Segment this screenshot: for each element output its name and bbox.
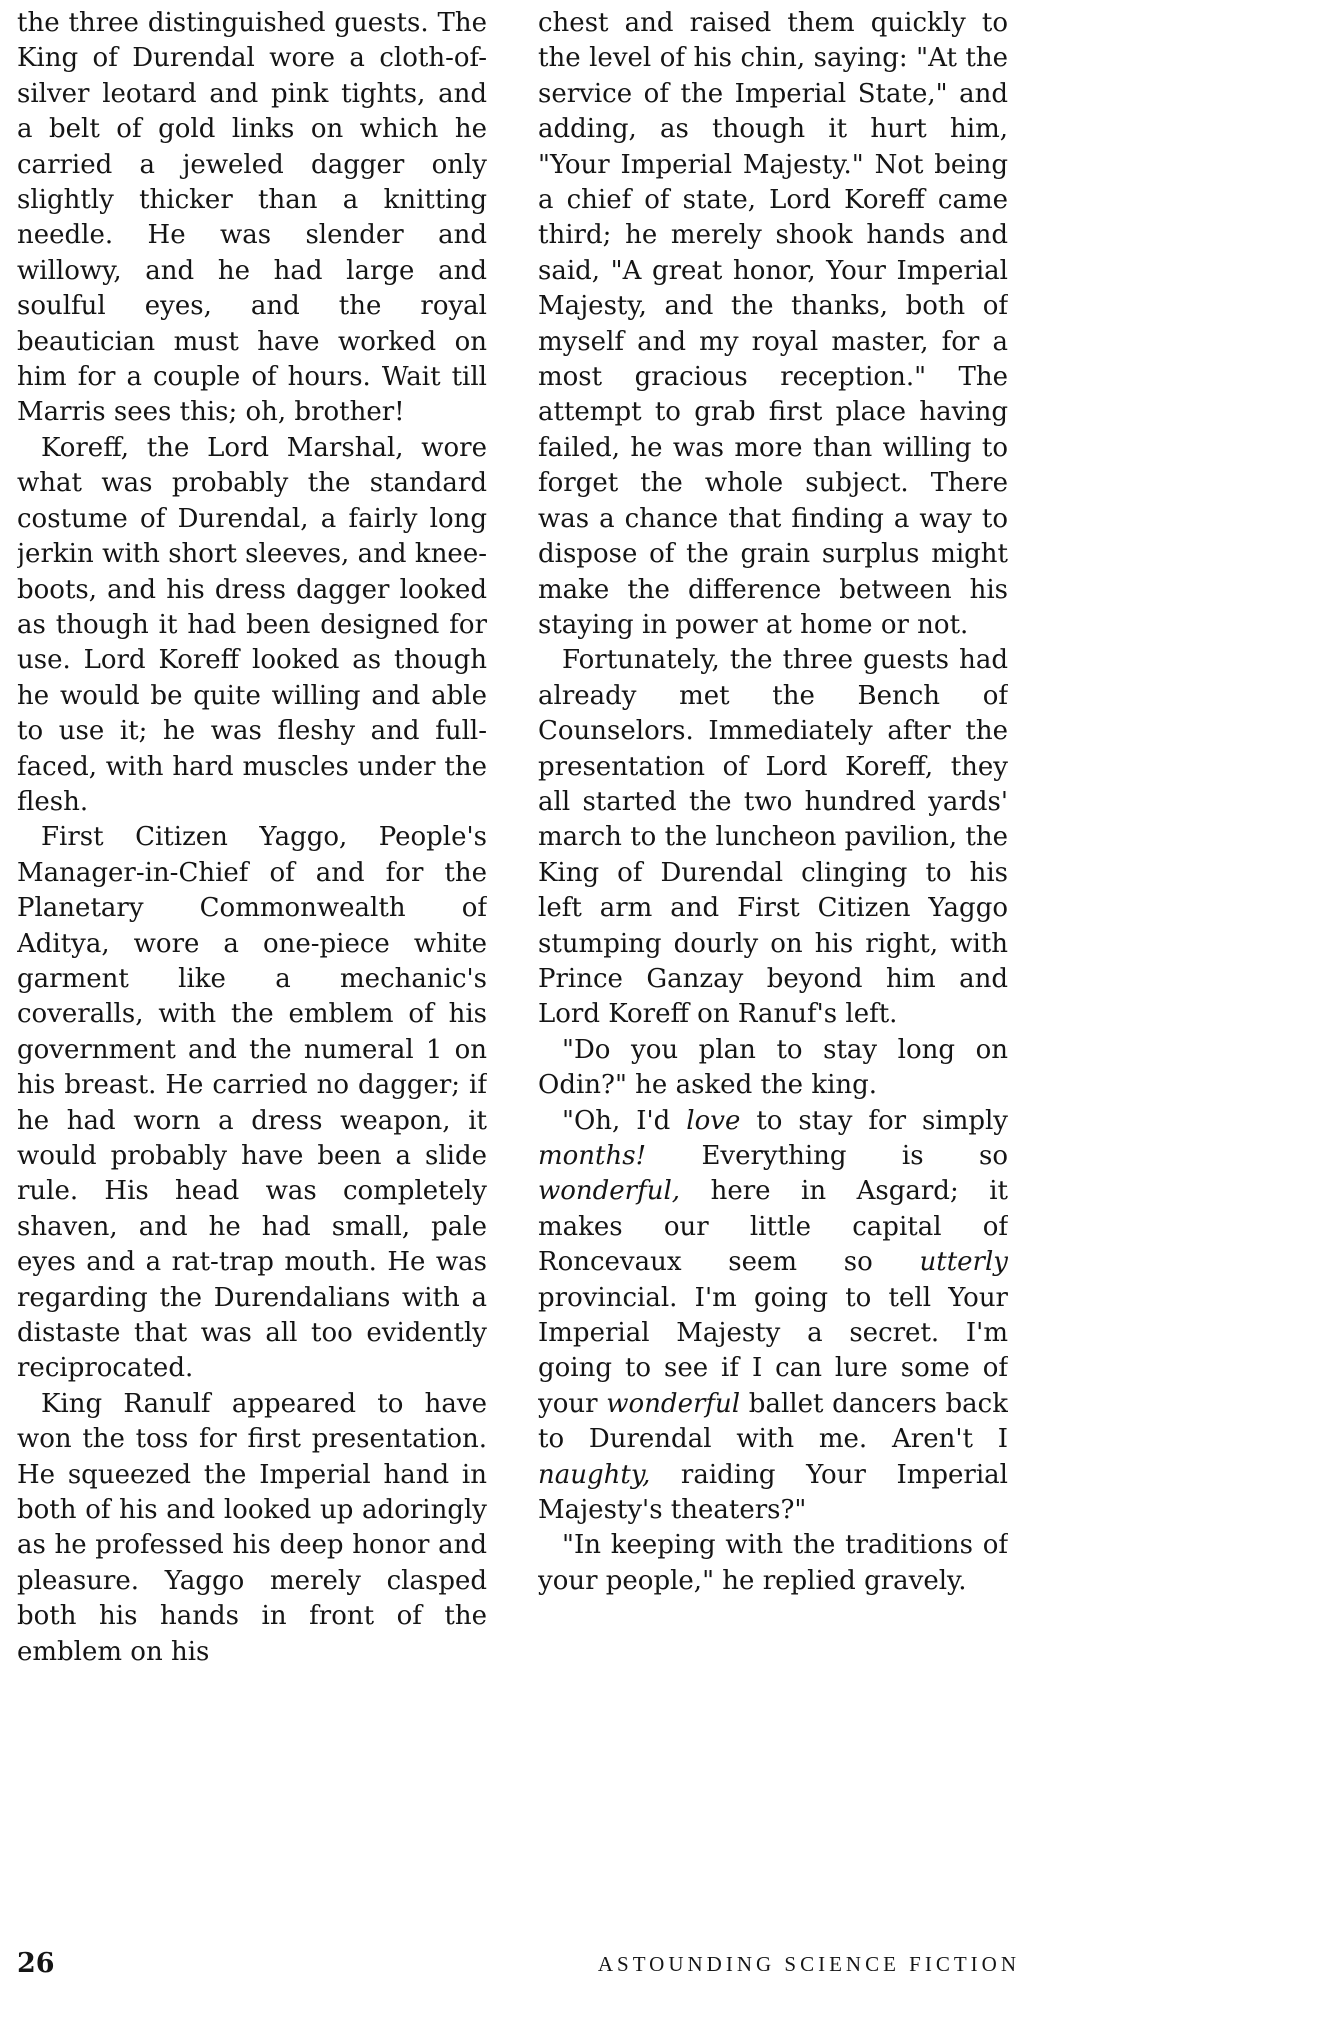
right-column	[538, 6, 1008, 1946]
paragraph: "In keeping with the traditions of your people," he replied gravely.	[538, 1530, 1008, 1596]
text-span: here in Asgard; it makes our little capital of Roncevaux seem so	[538, 1176, 1008, 1278]
left-column	[17, 6, 487, 1946]
emphasis-text: love	[686, 1105, 741, 1136]
paragraph: chest and raised them quickly to the level of his chin, saying: "At the service of the Imperial State," and adding, as though it hurt him, "Your Imperial Majesty." Not being a chief of state, Lord Koreff came third; he merely shook hands and said, "A great honor, Your Imperial Majesty, and the thanks, both of myself and my royal master, for a most gracious reception." The attempt to grab first place having failed, he was more than willing to forget the whole subject. There was a chance that finding a way to dispose of the grain surplus might make the difference between his staying in power at home or not.	[538, 8, 1008, 640]
paragraph: "Do you plan to stay long on Odin?" he asked the king.	[538, 1034, 1008, 1101]
paragraph: Koreff, the Lord Marshal, wore what was probably the standard costume of Durendal, a fairly long jerkin with short sleeves, and knee-boots, and his dress dagger looked as though it had been designed for use. Lord Koreff looked as though he would be quite willing and able to use it; he was fleshy and full-faced, with hard muscles under the flesh.	[17, 432, 487, 817]
text-span: "Oh, I'd	[562, 1105, 687, 1136]
text-span: Everything is so	[646, 1141, 1008, 1171]
text-span: provincial. I'm going to tell Your Imperial Majesty a secret. I'm going to see if I can lure some of your	[538, 1282, 1008, 1419]
emphasis-text: wonderful	[606, 1388, 741, 1419]
paragraph	[538, 1104, 1008, 1529]
page-footer	[17, 1948, 1020, 1988]
text-span: ballet dancers back to Durendal with me. Aren't I	[538, 1388, 1008, 1455]
paragraph: the three distinguished guests. The King of Durendal wore a cloth-of-silver leotard and pink tights, and a belt of gold links on which he carried a jeweled dagger only slightly thicker than a knitting needle. He was slender and willowy, and he had large and soulful eyes, and the royal beautician must have worked on him for a couple of hours. Wait till Marris sees this; oh, brother!	[17, 8, 487, 428]
page-number: 26	[17, 1948, 55, 1979]
magazine-title: ASTOUNDING SCIENCE FICTION	[597, 1952, 1020, 1976]
emphasis-text: wonderful,	[538, 1176, 681, 1207]
emphasis-text: months!	[538, 1141, 647, 1171]
text-span: raiding Your Imperial Majesty's theaters?"	[538, 1459, 1008, 1526]
paragraph: King Ranulf appeared to have won the toss for first presentation. He squeezed the Imperial hand in both of his and looked up adoringly as he professed his deep honor and pleasure. Yaggo merely clasped both his hands in front of the emblem on his	[17, 1388, 487, 1667]
text-span: to stay for simply	[740, 1105, 1008, 1136]
emphasis-text: utterly	[919, 1247, 1008, 1278]
paragraph: Fortunately, the three guests had already met the Bench of Counselors. Immediately after the presentation of Lord Koreff, they all started the two hundred yards' march to the luncheon pavilion, the King of Durendal clinging to his left arm and First Citizen Yaggo stumping dourly on his right, with Prince Ganzay beyond him and Lord Koreff on Ranuf's left.	[538, 645, 1008, 1030]
emphasis-text: naughty,	[538, 1459, 651, 1490]
paragraph: First Citizen Yaggo, People's Manager-in-Chief of and for the Planetary Commonwealth of Aditya, wore a one-piece white garment like a mechanic's coveralls, with the emblem of his government and the numeral 1 on his breast. He carried no dagger; if he had worn a dress weapon, it would probably have been a slide rule. His head was completely shaven, and he had small, pale eyes and a rat-trap mouth. He was regarding the Durendalians with a distaste that was all too evidently reciprocated.	[17, 822, 487, 1384]
